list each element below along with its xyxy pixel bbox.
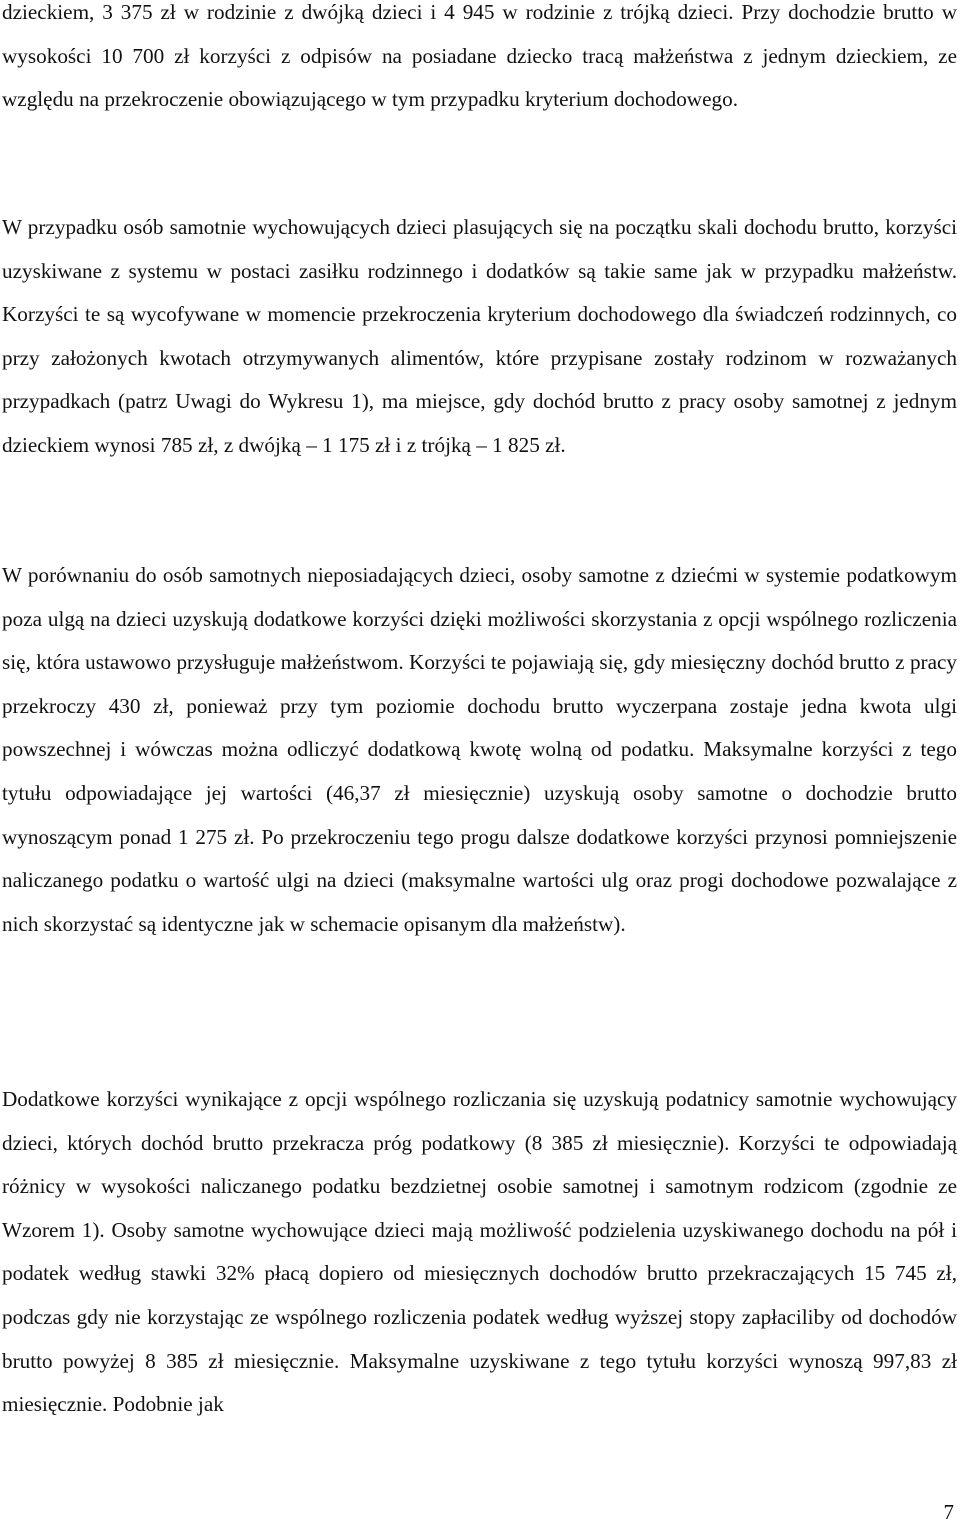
paragraph-4: Dodatkowe korzyści wynikające z opcji wspólnego rozliczania się uzyskują podatnicy samotnie wychowujący dzieci, których dochód brutto przekracza próg podatkowy (8 385 zł miesięcznie). Korzyści te odpowiadają różnicy w wysokości naliczanego podatku bezdzietnej osobie samotnej i samotnym rodzicom (zgodnie ze Wzorem 1). Osoby samotne wychowujące dzieci mają możliwość podzielenia uzyskiwanego dochodu na pół i podatek według stawki 32% płacą dopiero od miesięcznych dochodów brutto przekraczających 15 745 zł, podczas gdy nie korzystając ze wspólnego rozliczenia podatek według wyższej stopy zapłaciliby od dochodów brutto powyżej 8 385 zł miesięcznie. Maksymalne uzyskiwane z tego tytułu korzyści wynoszą 997,83 zł miesięcznie. Podobnie jak xyxy=(2,1087,957,1417)
paragraph-1: dzieckiem, 3 375 zł w rodzinie z dwójką dzieci i 4 945 w rodzinie z trójką dzieci. Przy dochodzie brutto w wysokości 10 700 zł korzyści z odpisów na posiadane dziecko tracą małżeństwa z jednym dzieckiem, ze względu na przekroczenie obowiązującego w tym przypadku kryterium dochodowego. xyxy=(2,0,957,112)
paragraph-2: W przypadku osób samotnie wychowujących dzieci plasujących się na początku skali dochodu brutto, korzyści uzyskiwane z systemu w postaci zasiłku rodzinnego i dodatków są takie same jak w przypadku małżeństw. Korzyści te są wycofywane w momencie przekroczenia kryterium dochodowego dla świadczeń rodzinnych, co przy założonych kwotach otrzymywanych alimentów, które przypisane zostały rodzinom w rozważanych przypadkach (patrz Uwagi do Wykresu 1), ma miejsce, gdy dochód brutto z pracy osoby samotnej z jednym dzieckiem wynosi 785 zł, z dwójką – 1 175 zł i z trójką – 1 825 zł. xyxy=(2,215,957,457)
paragraph-3: W porównaniu do osób samotnych nieposiadających dzieci, osoby samotne z dziećmi w systemie podatkowym poza ulgą na dzieci uzyskują dodatkowe korzyści dzięki możliwości skorzystania z opcji wspólnego rozliczenia się, która ustawowo przysługuje małżeństwom. Korzyści te pojawiają się, gdy miesięczny dochód brutto z pracy przekroczy 430 zł, ponieważ przy tym poziomie dochodu brutto wyczerpana zostaje jedna kwota ulgi powszechnej i wówczas można odliczyć dodatkową kwotę wolną od podatku. Maksymalne korzyści z tego tytułu odpowiadające jej wartości (46,37 zł miesięcznie) uzyskują osoby samotne o dochodzie brutto wynoszącym ponad 1 275 zł. Po przekroczeniu tego progu dalsze dodatkowe korzyści przynosi pomniejszenie naliczanego podatku o wartość ulgi na dzieci (maksymalne wartości ulg oraz progi dochodowe pozwalające z nich skorzystać są identyczne jak w schemacie opisanym dla małżeństw). xyxy=(2,563,957,936)
page-number: 7 xyxy=(943,1500,954,1524)
